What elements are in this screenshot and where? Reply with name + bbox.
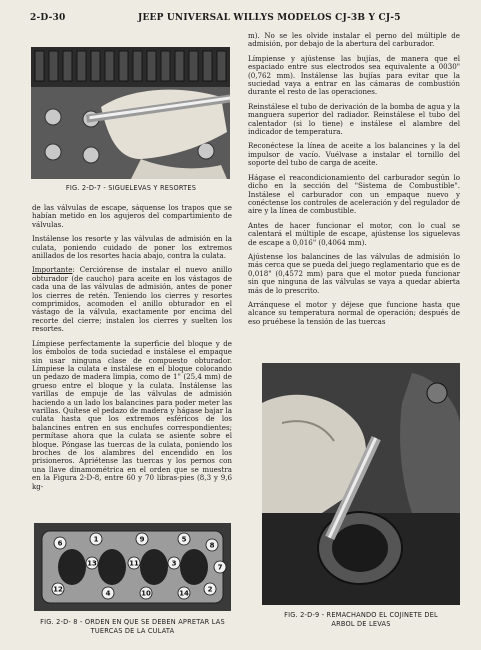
bolt-number: 4 — [105, 589, 111, 598]
figure-2-d-9-caption — [262, 611, 460, 628]
figure-2-d-7-photo — [31, 47, 230, 179]
figure-2-d-8-photo — [34, 523, 231, 611]
caption-line: FIG. 2-D-9 - REMACHANDO EL COJINETE DEL — [284, 611, 438, 619]
caption-line: ARBOL DE LEVAS — [331, 619, 391, 628]
bolt-number: 14 — [179, 589, 189, 598]
bolt-number: 10 — [141, 589, 151, 598]
bolt-number: 7 — [217, 563, 223, 572]
bolt-number: 13 — [87, 559, 97, 568]
important-label: Importante — [32, 265, 73, 275]
paragraph: Instálense los resorte y las válvulas de admisión en la culata, poniendo cuidado de poner los extremos anillados de los resortes hacia abajo, contra la culata. — [32, 234, 232, 261]
paragraph: Antes de hacer funcionar el motor, con lo cual se calentará el múltiple de escape, ajústense los siguelevas de escape a 0,016" (0,4064 mm). — [248, 220, 460, 247]
bolt-number: 6 — [57, 539, 63, 548]
caption-line: TUERCAS DE LA CULATA — [90, 626, 175, 635]
caption-line: FIG. 2-D- 8 - ORDEN EN QUE SE DEBEN APRETAR LAS — [40, 618, 225, 626]
paragraph: Límpiese perfectamente la superficie del bloque y de los émbolos de toda suciedad e instálese el empaque sin usar ninguna clase de compuesto obturador. Límpiese la culata e instálese en el bloque colocando un pedazo de madera limpia, como de 1" (25,4 mm) de grueso entre el bloque y la culata. Instálense las varillas de empuje de las válvulas de admisión haciendo a un lado los balancines para poder meter las varillas. Quítese el pedazo de madera y hágase bajar la culata hasta que los extremos esféricos de los balancines entren en sus enchufes correspondientes; permítase ahora que la culata se asiente sobre el bloque. Póngase las tuercas de la culata, poniendo los broches de los alambres del encendido en los prisioneros. Apriétense las tuercas y los pernos con una llave dinamométrica en el orden que se muestra en la Figura 2-D-8, entre 60 y 70 libras-pies (8,3 y 9,6 kg- — [32, 338, 232, 491]
bolt-number: 3 — [171, 559, 177, 568]
paragraph: Hágase el reacondicionamiento del carburador según lo dicho en la sección del "Sistema de Combustible". Instálese el carburador con un empaque nuevo y conéctense los controles de aceleración y del regulador de aire y la línea de combustible. — [248, 172, 460, 216]
paragraph: m). No se les olvide instalar el perno del múltiple de admisión, por debajo de la abertura del carburador. — [248, 31, 460, 49]
important-text: : Cerciórense de instalar el nuevo anillo obturador (de caucho) para aceite en los vástagos de cada una de las válvulas de admisión, antes de poner los cierres de retén. Teniendo los cierres y resortes comprimidos, acomoden el anillo obturador en el vástago de la válvula, exactamente por encima del recorte del cierre; instalen los cierres y suelten los resortes. — [32, 265, 232, 334]
cylinder-head-image — [34, 523, 231, 611]
paragraph: Reconéctese la línea de aceite a los balancines y la del impulsor de vacío. Vuélvase a instalar el tornillo del soporte del tubo de carga de aceite. — [248, 141, 460, 168]
figure-2-d-7-caption: FIG. 2-D-7 - SIGUELEVAS Y RESORTES — [65, 184, 197, 192]
paragraph: Ajústense los balancines de las válvulas de admisión lo más cerca que se pueda del juego reglamentario que es de 0,018" (0,4572 mm) para que el motor pueda funcionar sin que ninguna de las válvulas se vaya a quedar abierta más de lo prescrito. — [248, 251, 460, 295]
bolt-number: 8 — [209, 541, 215, 550]
right-text-column — [248, 32, 460, 332]
valve-spring-tool-image — [31, 47, 230, 179]
camshaft-bearing-image — [262, 363, 460, 605]
paragraph: de las válvulas de escape, sáquense los trapos que se habían metido en los agujeros del compartimiento de válvulas. — [32, 203, 232, 229]
page-header-title: JEEP UNIVERSAL WILLYS MODELOS CJ-3B Y CJ-5 — [138, 13, 401, 23]
bolt-number: 12 — [53, 585, 63, 594]
left-text-column — [32, 204, 232, 497]
page-number: 2-D-30 — [30, 13, 66, 23]
figure-2-d-9-photo — [262, 363, 460, 605]
bolt-number: 11 — [129, 559, 139, 568]
paragraph: Arránquese el motor y déjese que funcione hasta que alcance su temperatura normal de operación; después de eso pruébese la tensión de las tuercas — [248, 299, 460, 326]
paragraph: Reinstálese el tubo de derivación de la bomba de agua y la manguera superior del radiador. Reinstálese el tubo del calentador (si lo tiene) e instálese el alambre del indicador de temperatura. — [248, 101, 460, 137]
bolt-number: 1 — [93, 535, 99, 544]
bolt-number: 9 — [139, 535, 145, 544]
paragraph: Límpiense y ajústense las bujías, de manera que el espaciado entre sus electrodos sea equivalente a 0030" (0,762 mm). Instálense las bujías para evitar que la suciedad vaya a entrar en las cámaras de combustión durante el resto de las operaciones. — [248, 53, 460, 97]
figure-2-d-8-caption — [34, 618, 231, 635]
bolt-number: 5 — [181, 535, 187, 544]
bolt-number: 2 — [207, 585, 213, 594]
paragraph — [32, 266, 232, 333]
